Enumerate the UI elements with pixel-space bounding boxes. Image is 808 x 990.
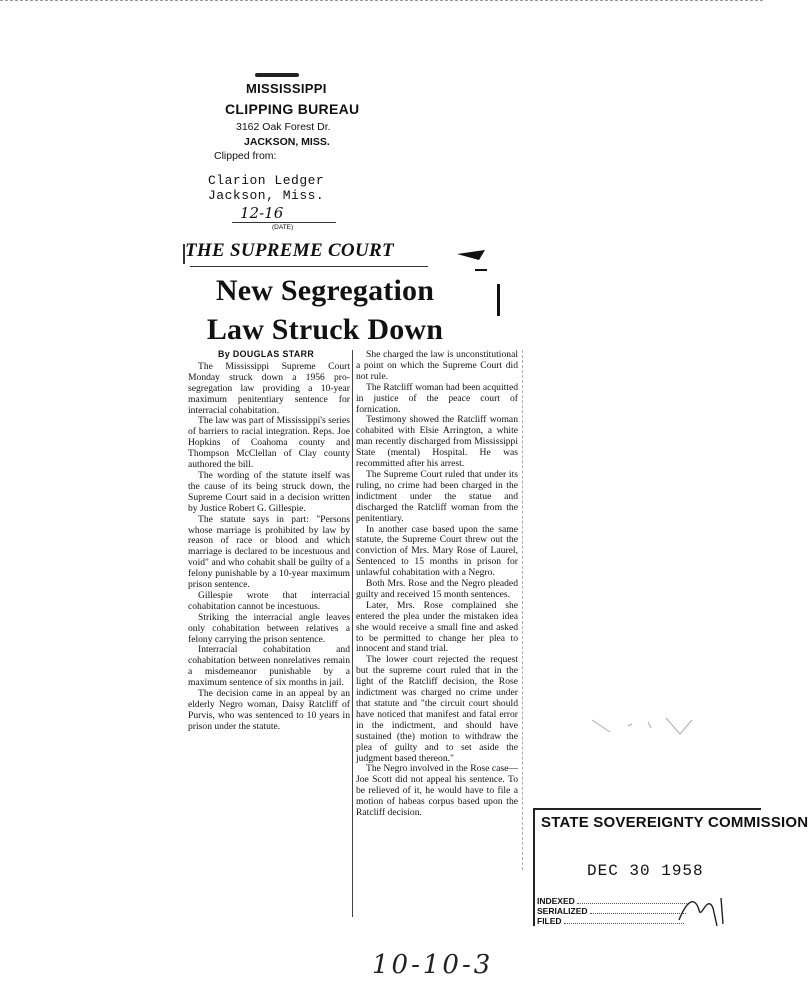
arrow-mark-icon — [455, 246, 493, 264]
file-number: 10-10-3 — [372, 950, 494, 980]
bureau-city: JACKSON, MISS. — [244, 136, 330, 148]
article-paragraph: The lower court rejected the request but the supreme court ruled that in the light of the Ratcliff decision, the Rose indictment was charged no crime under that statute and "the circuit court should have noticed that manifest and fatal error in the indictment, and should have sustained (the) motion to withdraw the plea of guilty and to set aside the judgment based thereon." — [356, 654, 518, 764]
article-paragraph: Interracial cohabitation and cohabitation between nonrelatives remain a misdemeanor punishable by a maximum sentence of six months in jail. — [188, 644, 350, 689]
source-city: Jackson, Miss. — [208, 188, 325, 203]
top-dashed-border — [0, 0, 763, 7]
headline-line1: New Segregation — [215, 274, 435, 307]
article-paragraph: The Negro involved in the Rose case—Joe Scott did not appeal his sentence. To be relieved of it, he would have to file a motion of habeas corpus based upon the Ratcliff decision. — [356, 763, 518, 819]
article-paragraph: Testimony showed the Ratcliff woman cohabited with Elsie Arrington, a white man recently discharged from Mississippi State (mental) Hospital. He was recommitted after his arrest. — [356, 414, 518, 470]
stamp-top-rule — [533, 808, 761, 810]
article-column-left — [188, 349, 350, 733]
article-paragraph: The decision came in an appeal by an elderly Negro woman, Daisy Ratcliff of Purvis, who was sentenced to 10 years in prison under the statute. — [188, 688, 350, 732]
article-paragraph: She charged the law is unconstitutional a point on which the Supreme Court did not rule. — [356, 349, 518, 382]
source-date: 12-16 — [240, 204, 284, 222]
commission-stamp — [533, 808, 808, 928]
article-kicker: THE SUPREME COURT — [185, 240, 394, 261]
stamp-label-indexed: INDEXED — [537, 896, 575, 906]
article-paragraph: The Ratcliff woman had been acquitted in justice of the peace court of fornication. — [356, 381, 518, 415]
bureau-name-line2: CLIPPING BUREAU — [225, 101, 360, 117]
stamp-date: DEC 30 1958 — [587, 862, 704, 880]
article-paragraph: In another case based upon the same statute, the Supreme Court threw out the conviction of Mrs. Mary Rose of Laurel, Sentenced to 15 months in prison for unlawful cohabitation with a Negro. — [356, 523, 518, 579]
article-paragraph: The statute says in part: "Persons whose marriage is prohibited by law by reason of race or blood and which marriage is declared to be incestuous and void" and who cohabit shall be guilty of a felony punishable by a 10-year maximum prison sentence. — [188, 513, 350, 591]
article-paragraph: The Supreme Court ruled that under its ruling, no crime had been charged in the indictment under the statue and discharged the Ratcliff woman from the penitentiary. — [356, 468, 518, 524]
pencil-marks-icon — [588, 712, 708, 742]
article-paragraph: The law was part of Mississippi's series of barriers to racial integration. Reps. Joe Hopkins of Coahoma county and Thompson McClellan of Clay county authored the bill. — [188, 415, 351, 471]
handwritten-initials-icon — [673, 890, 733, 928]
article-paragraph: The Mississippi Supreme Court Monday struck down a 1956 pro-segregation law providing a 10-year maximum penitentiary sentence for interracial cohabitation. — [188, 360, 350, 416]
byline: By DOUGLAS STARR — [218, 349, 315, 359]
article-paragraph: Both Mrs. Rose and the Negro pleaded guilty and received 15 month sentences. — [356, 578, 518, 600]
bureau-name-line1: MISSISSIPPI — [246, 81, 327, 96]
headline-line2: Law Struck Down — [206, 313, 444, 346]
margin-bracket-mark — [497, 284, 500, 316]
bureau-address: 3162 Oak Forest Dr. — [236, 121, 331, 133]
margin-dash-mark — [475, 269, 487, 271]
stamp-label-filed: FILED — [537, 916, 562, 926]
stamp-label-serialized: SERIALIZED — [537, 906, 588, 916]
clip-edge — [522, 350, 523, 870]
article-paragraph: The wording of the statute itself was the cause of its being struck down, the Supreme Court said in a decision written by Justice Robert G. Gillespie. — [188, 469, 350, 514]
column-rule — [352, 350, 353, 917]
kicker-underline — [190, 266, 428, 267]
article-paragraph: Later, Mrs. Rose complained she entered the plea under the mistaken idea she would receive a small fine and asked to be permitted to change her plea to innocent and stand trial. — [356, 599, 518, 655]
bureau-rule — [255, 73, 299, 77]
article-column-right — [356, 350, 518, 819]
date-line — [232, 222, 336, 223]
clipped-from-label: Clipped from: — [214, 150, 277, 162]
date-label: (DATE) — [272, 224, 294, 231]
source-paper: Clarion Ledger — [208, 173, 325, 188]
stamp-left-rule — [533, 808, 535, 926]
article-paragraph: Gillespie wrote that interracial cohabitation cannot be incestuous. — [188, 589, 350, 612]
stamp-labels — [537, 896, 687, 926]
stamp-title: STATE SOVEREIGNTY COMMISSION — [541, 814, 808, 831]
article-paragraph: Striking the interracial angle leaves only cohabitation between relatives a felony carrying the prison sentence. — [188, 611, 350, 645]
